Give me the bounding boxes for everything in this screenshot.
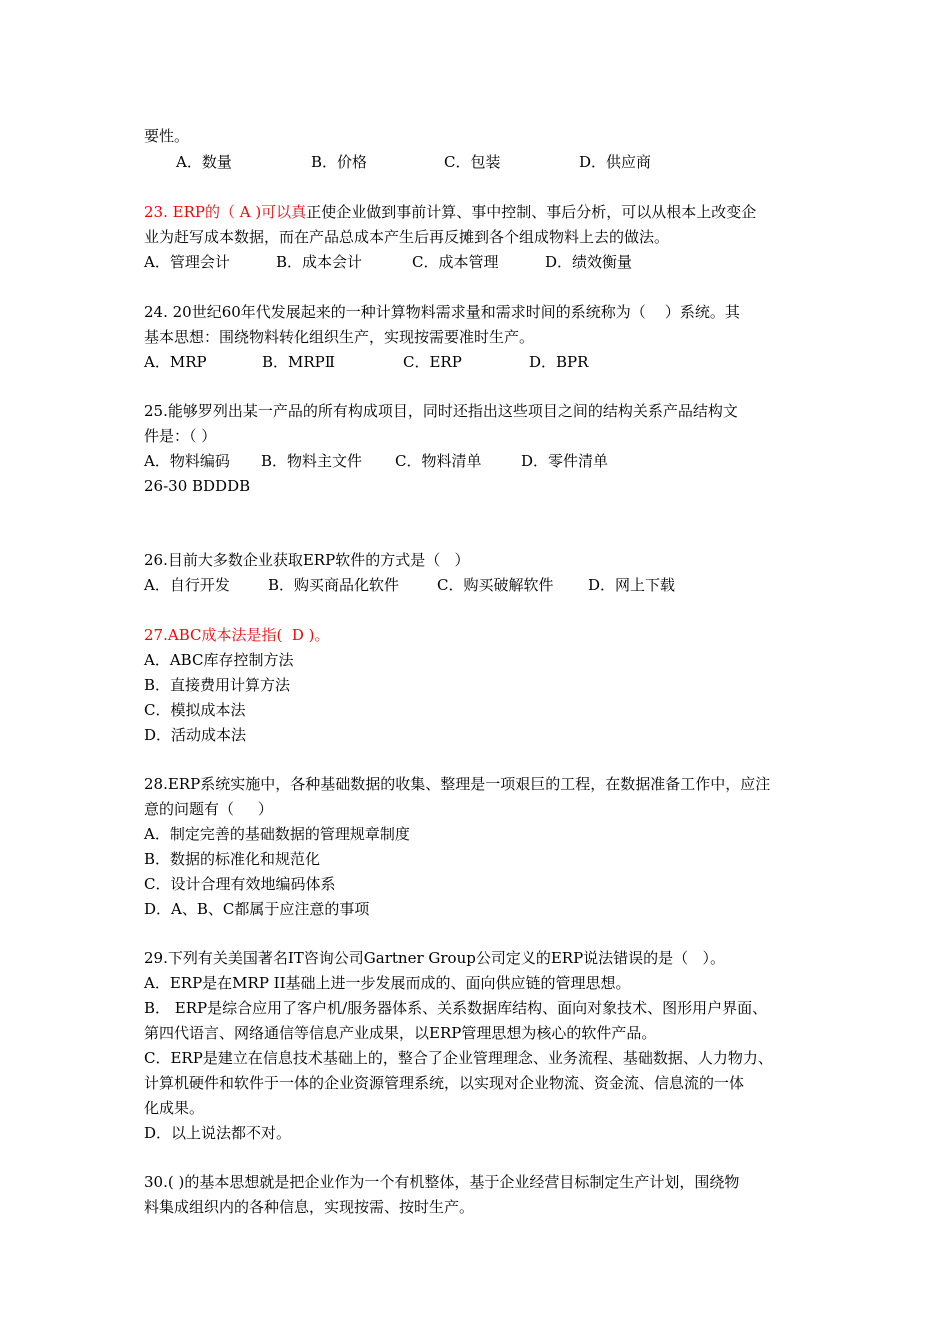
q22-option-d: D．供应商 [579, 153, 652, 171]
q26-question: 26.目前大多数企业获取ERP软件的方式是（ ） [144, 551, 470, 569]
q23-question-rest: 正使企业做到事前计算、事中控制、事后分析，可以从根本上改变企 [306, 203, 757, 221]
q23-option-c: C．成本管理 [412, 253, 499, 271]
q28-option-a: A．制定完善的基础数据的管理规章制度 [144, 825, 410, 843]
q25-option-d: D．零件清单 [521, 452, 609, 470]
q23-question [144, 202, 756, 222]
q27-option-a: A．ABC库存控制方法 [144, 651, 294, 669]
q25-option-c: C．物料清单 [395, 452, 482, 470]
q29-question: 29.下列有关美国著名IT咨询公司Gartner Group公司定义的ERP说法错误的是（ ）。 [144, 949, 725, 967]
q22-tail: 要性。 [144, 127, 190, 145]
q27-option-b: B．直接费用计算方法 [144, 676, 291, 694]
q22-option-a: A．数量 [176, 153, 232, 171]
q29-option-a: A．ERP是在MRP II基础上进一步发展而成的、面向供应链的管理思想。 [144, 974, 631, 992]
q24-option-a: A．MRP [144, 353, 207, 371]
q29-option-b-line2: 第四代语言、网络通信等信息产业成果，以ERP管理思想为核心的软件产品。 [144, 1024, 657, 1042]
q25-question-line2: 件是：（ ） [144, 427, 217, 445]
q26-option-a: A．自行开发 [144, 576, 230, 594]
q27-option-c: C．模拟成本法 [144, 701, 246, 719]
q29-option-d: D．以上说法都不对。 [144, 1124, 292, 1142]
q26-option-d: D．网上下载 [588, 576, 676, 594]
q24-question-line1: 24. 20世纪60年代发展起来的一种计算物料需求量和需求时间的系统称为（ ）系统。其 [144, 303, 740, 321]
q30-question-line1: 30.( )的基本思想就是把企业作为一个有机整体，基于企业经营目标制定生产计划，围绕物 [144, 1173, 740, 1191]
q25-option-b: B．物料主文件 [261, 452, 363, 470]
q25-option-a: A．物料编码 [144, 452, 230, 470]
q24-question-line2: 基本思想：围绕物料转化组织生产，实现按需要准时生产。 [144, 328, 535, 346]
q24-option-c: C．ERP [403, 353, 462, 371]
q27-question: 27.ABC成本法是指( D )。 [144, 626, 330, 644]
q26-option-b: B．购买商品化软件 [268, 576, 400, 594]
q29-option-c-line3: 化成果。 [144, 1099, 205, 1117]
q23-option-d: D．绩效衡量 [545, 253, 633, 271]
q28-question-line2: 意的问题有（ ） [144, 800, 273, 818]
q25-question-line1: 25.能够罗列出某一产品的所有构成项目，同时还指出这些项目之间的结构关系产品结构文 [144, 402, 738, 420]
q23-question-line2: 业为赶写成本数据，而在产品总成本产生后再反摊到各个组成物料上去的做法。 [144, 228, 670, 246]
q23-option-a: A．管理会计 [144, 253, 230, 271]
q23-red-text: 23. ERP的（ A )可以真 [144, 203, 307, 221]
q28-option-d: D．A、B、C都属于应注意的事项 [144, 900, 370, 918]
q29-option-c-line2: 计算机硬件和软件于一体的企业资源管理系统，以实现对企业物流、资金流、信息流的一体 [144, 1074, 745, 1092]
q30-question-line2: 料集成组织内的各种信息，实现按需、按时生产。 [144, 1198, 475, 1216]
q24-option-b: B．MRPⅡ [262, 353, 335, 371]
q29-option-b-line1: B． ERP是综合应用了客户机/服务器体系、关系数据库结构、面向对象技术、图形用户界面、 [144, 999, 768, 1017]
q24-option-d: D．BPR [529, 353, 589, 371]
q22-option-b: B．价格 [311, 153, 368, 171]
q29-option-c-line1: C．ERP是建立在信息技术基础上的，整合了企业管理理念、业务流程、基础数据、人力物力、 [144, 1049, 773, 1067]
q26-option-c: C．购买破解软件 [437, 576, 554, 594]
q28-question-line1: 28.ERP系统实施中，各种基础数据的收集、整理是一项艰巨的工程，在数据准备工作中，应注 [144, 775, 771, 793]
q28-option-b: B．数据的标准化和规范化 [144, 850, 321, 868]
q27-option-d: D．活动成本法 [144, 726, 247, 744]
answers-26-30: 26-30 BDDDB [144, 477, 251, 495]
q28-option-c: C．设计合理有效地编码体系 [144, 875, 336, 893]
q22-option-c: C．包装 [444, 153, 501, 171]
q23-option-b: B．成本会计 [276, 253, 363, 271]
